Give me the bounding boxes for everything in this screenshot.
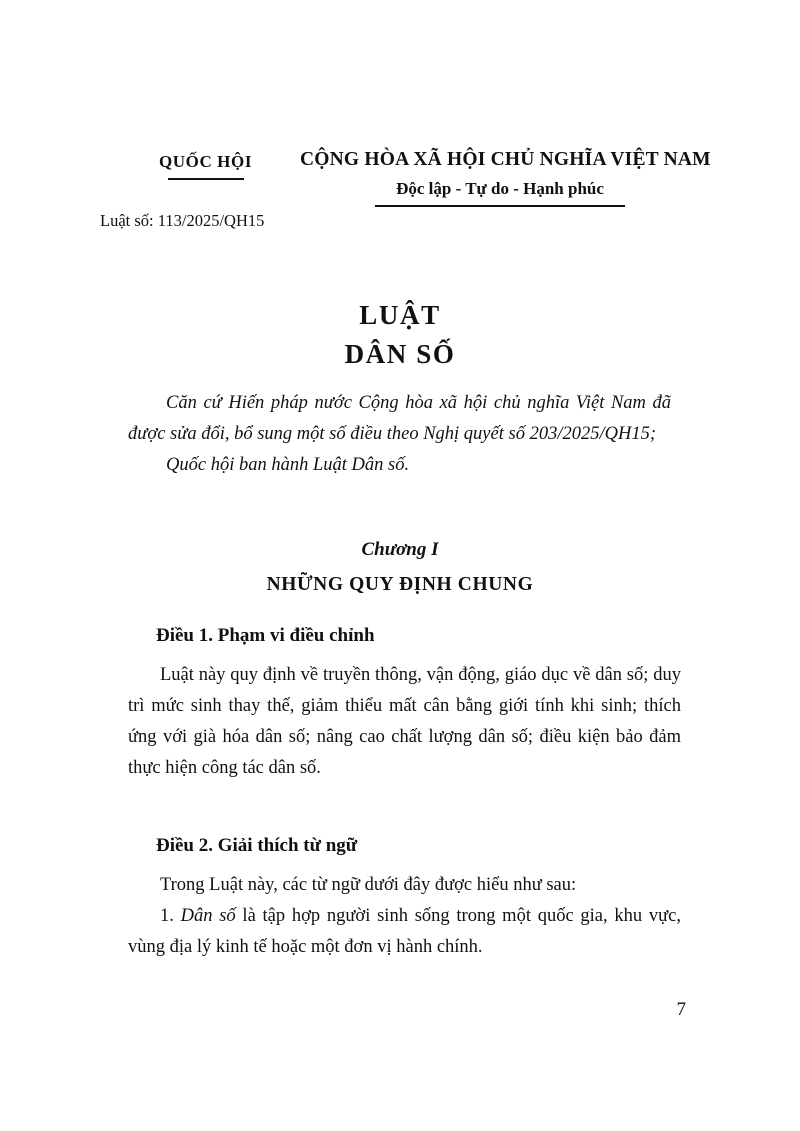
- article-2-item-1: [128, 901, 681, 963]
- article-2-paragraph-1: Trong Luật này, các từ ngữ dưới đây được hiểu như sau:: [160, 874, 577, 895]
- preamble-enactment: Quốc hội ban hành Luật Dân số.: [166, 455, 410, 475]
- article-2-item-1-definition: là tập hợp người sinh sống trong một quốc gia, khu vực, vùng địa lý kinh tế hoặc một đơn vị hành chính.: [128, 905, 682, 957]
- issuing-organization-block: [128, 152, 283, 180]
- article-2: [128, 834, 681, 963]
- document-title-line-1: LUẬT: [359, 300, 441, 330]
- article-2-body: [128, 870, 681, 963]
- chapter-heading: [0, 537, 800, 598]
- chapter-label: Chương I: [361, 539, 439, 560]
- page-number: 7: [676, 999, 686, 1020]
- issuing-organization-name: QUỐC HỘI: [158, 152, 253, 171]
- article-2-heading: Điều 2. Giải thích từ ngữ: [156, 835, 358, 856]
- country-name: CỘNG HÒA XÃ HỘI CHỦ NGHĨA VIỆT NAM: [300, 149, 711, 170]
- national-motto: Độc lập - Tự do - Hạnh phúc: [396, 179, 604, 199]
- document-title: [0, 296, 800, 374]
- organization-underline-rule: [168, 178, 244, 180]
- article-2-item-1-number: 1.: [160, 905, 181, 926]
- article-1-paragraph-1: Luật này quy định về truyền thông, vận động, giáo dục về dân số; duy trì mức sinh thay thế, giảm thiểu mất cân bằng giới tính khi sinh; thích ứng với già hóa dân số; nâng cao chất lượng dân số; điều kiện bảo đảm thực hiện công tác dân số.: [128, 664, 681, 778]
- article-2-item-1-term: Dân số: [180, 905, 236, 926]
- preamble-basis: Căn cứ Hiến pháp nước Cộng hòa xã hội chủ nghĩa Việt Nam đã được sửa đổi, bổ sung một số điều theo Nghị quyết số 203/2025/QH15;: [128, 393, 671, 444]
- motto-underline-rule: [375, 205, 625, 207]
- article-1: [128, 624, 681, 784]
- article-1-heading: Điều 1. Phạm vi điều chỉnh: [156, 625, 375, 646]
- chapter-title: NHỮNG QUY ĐỊNH CHUNG: [266, 573, 534, 595]
- national-heading-block: [300, 148, 711, 207]
- preamble: [128, 388, 671, 481]
- document-title-line-2: DÂN SỐ: [344, 339, 456, 370]
- article-1-body: [128, 660, 681, 784]
- law-number: Luật số: 113/2025/QH15: [100, 211, 265, 230]
